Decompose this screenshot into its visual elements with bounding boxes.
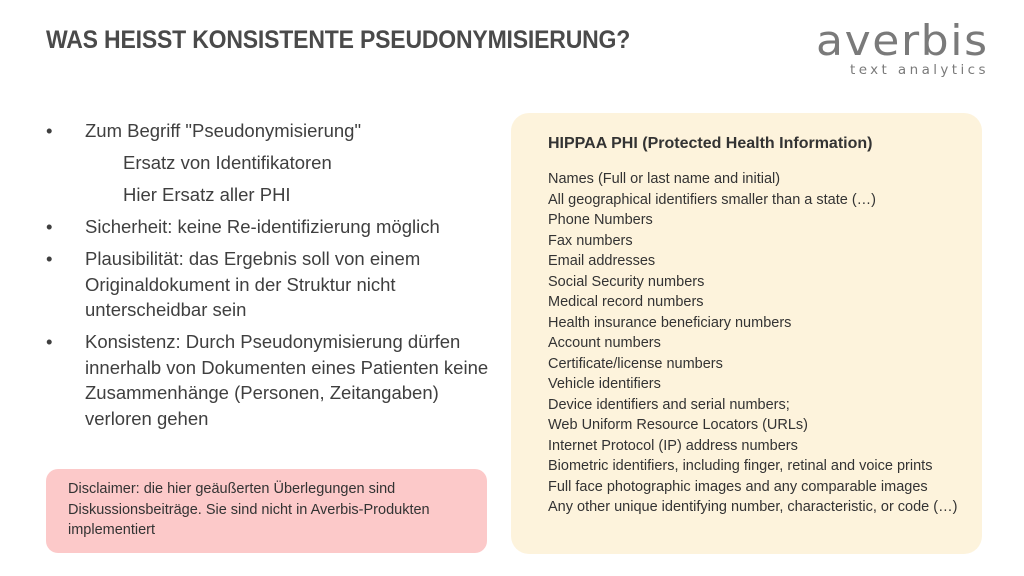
phi-list-item: Fax numbers xyxy=(548,232,633,249)
phi-list-item: Biometric identifiers, including finger, retinal and voice prints xyxy=(548,458,933,474)
averbis-logo xyxy=(812,16,1008,80)
logo-wordmark: averbis xyxy=(816,16,989,65)
phi-list-item: Device identifiers and serial numbers; xyxy=(548,396,790,413)
bullet-marker: • xyxy=(46,216,53,237)
phi-list-item: Vehicle identifiers xyxy=(548,376,661,392)
slide-title: WAS HEISST KONSISTENTE PSEUDONYMISIERUNG? xyxy=(46,26,631,54)
bullet-text: Sicherheit: keine Re-identifizierung möglich xyxy=(85,216,440,237)
phi-list-item: Any other unique identifying number, characteristic, or code (…) xyxy=(548,499,958,515)
phi-list-item: Certificate/license numbers xyxy=(548,355,723,372)
phi-list-item: Social Security numbers xyxy=(548,273,705,290)
bullet-text: Plausibilität: das Ergebnis soll von einem Originaldokument in der Struktur nicht unterscheidbar sein xyxy=(85,248,421,320)
disclaimer-text: Disclaimer: die hier geäußerten Überlegungen sind Diskussionsbeiträge. Sie sind nicht in Averbis-Produkten implementiert xyxy=(68,481,430,538)
phi-list-item: Phone Numbers xyxy=(548,212,653,228)
bullet-text: Zum Begriff "Pseudonymisierung" xyxy=(85,120,362,141)
disclaimer-box xyxy=(46,469,487,553)
phi-list-item: Full face photographic images and any comparable images xyxy=(548,478,928,495)
sub-bullet-item: Hier Ersatz aller PHI xyxy=(123,184,291,205)
bullet-marker: • xyxy=(46,248,53,269)
phi-panel xyxy=(511,113,982,554)
phi-panel-title: HIPPAA PHI (Protected Health Information) xyxy=(548,135,873,152)
sub-bullet-item: Ersatz von Identifikatoren xyxy=(123,152,332,173)
bullet-marker: • xyxy=(46,120,53,141)
bullet-item xyxy=(40,329,500,431)
phi-list-item: Health insurance beneficiary numbers xyxy=(548,314,792,331)
phi-list-item: Names (Full or last name and initial) xyxy=(548,171,781,187)
phi-list-item: Medical record numbers xyxy=(548,294,704,310)
phi-list xyxy=(548,169,982,518)
bullet-item xyxy=(40,118,500,144)
phi-list-item: Internet Protocol (IP) address numbers xyxy=(548,437,798,454)
logo-tagline: text analytics xyxy=(850,62,989,78)
bullet-list xyxy=(40,118,500,438)
bullet-marker: • xyxy=(46,331,53,352)
bullet-item xyxy=(40,246,500,323)
bullet-item xyxy=(40,214,500,240)
phi-list-item: All geographical identifiers smaller than a state (…) xyxy=(548,191,877,208)
phi-list-item: Account numbers xyxy=(548,335,661,351)
phi-list-item: Web Uniform Resource Locators (URLs) xyxy=(548,417,809,433)
phi-list-item: Email addresses xyxy=(548,253,656,269)
bullet-text: Konsistenz: Durch Pseudonymisierung dürfen innerhalb von Dokumenten eines Patienten keine Zusammenhänge (Personen, Zeitangaben) verloren gehen xyxy=(85,331,489,429)
